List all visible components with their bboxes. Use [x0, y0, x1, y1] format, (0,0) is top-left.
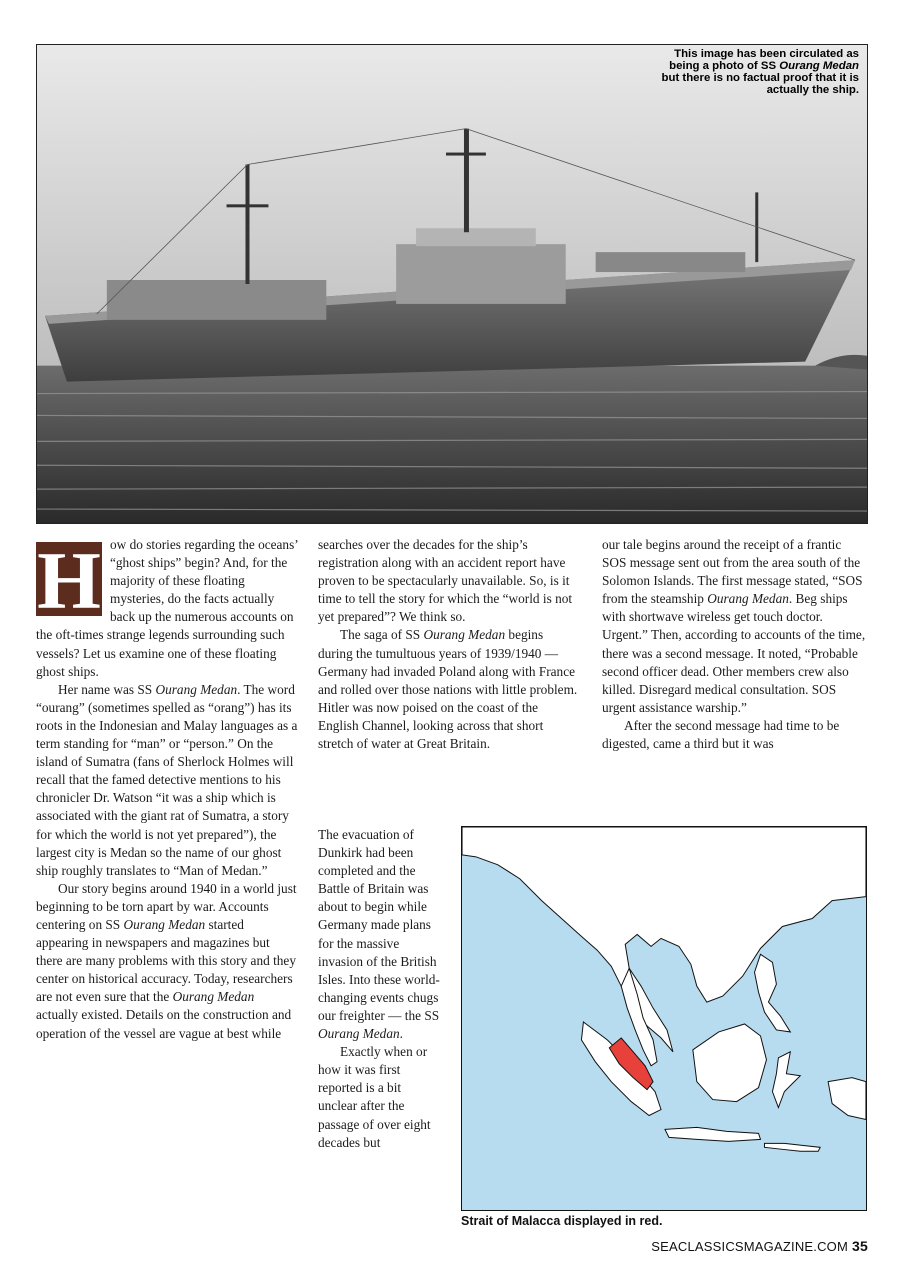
- paragraph: H ow do stories regarding the oceans’ “ghost ships” begin? And, for the majority of these floating mysteries, do the facts actually back up the numerous accounts on the oft-times strange legends surrounding such vessels? Let us examine one of these floating ghost ships.: [36, 535, 298, 679]
- paragraph: Exactly when or how it was first reported is a bit unclear after the passage of over eight decades but: [318, 1044, 431, 1150]
- paragraph: Our story begins around 1940 in a world just beginning to be torn apart by war. Accounts centering on SS Ourang Medan started appearing in newspapers and magazines but there are many problems with this story and they center on historical accuracy. Today, researchers are not even sure that the Ourang Medan actually existed. Details on the construction and operation of the vessel are vague at best while: [36, 880, 297, 1041]
- mainland-asia: [462, 827, 866, 1052]
- ship-illustration: [37, 45, 867, 523]
- map-caption: Strait of Malacca displayed in red.: [461, 1214, 663, 1228]
- lesser-sunda-islands: [764, 1143, 820, 1151]
- new-guinea: [828, 1078, 866, 1120]
- site-url: SEACLASSICSMAGAZINE.COM: [651, 1239, 849, 1254]
- philippines: [755, 954, 791, 1032]
- paragraph: After the second message had time to be digested, came a third but it was: [602, 717, 840, 752]
- article-column-2-narrow: [318, 826, 442, 1152]
- ship-photo: [36, 44, 868, 524]
- paragraph: searches over the decades for the ship’s registration along with an accident report have proven to be spectacularly unavailable. So, is it time to tell the story for which the “world is not yet prepared”? We think so.: [318, 537, 573, 625]
- ship-name: Ourang Medan: [779, 60, 859, 72]
- page-footer: [651, 1238, 868, 1254]
- article-column-1: [36, 536, 298, 1043]
- land-masses: [462, 827, 866, 1151]
- sulawesi: [772, 1052, 800, 1108]
- paragraph: our tale begins around the receipt of a frantic SOS message sent out from the area south of the Solomon Islands. The first message stated, “SOS from the steamship Ourang Medan. Beg ships with shortwave wireless get touch doctor. Urgent.” Then, according to accounts of the time, there was a second message. It noted, “Probable second officer dead. Other members crew also killed. Disregard medical consultation. SOS urgent assistance warship.”: [602, 537, 866, 715]
- article-column-2: [318, 536, 580, 753]
- paragraph: The evacuation of Dunkirk had been completed and the Battle of Britain was about to begin while Germany made plans for the massive invasion of the British Isles. Into these world-changing events chugs our freighter — the SS Ourang Medan.: [318, 827, 440, 1042]
- paragraph: Her name was SS Ourang Medan. The word “ourang” (sometimes spelled as “orang”) has its roots in the Indonesian and Malay languages as a term standing for “man” or “person.” On the island of Sumatra (fans of Sherlock Holmes will recall that the famed detective mentions to his chronicler Dr. Watson “it was a ship which is associated with the giant rat of Sumatra, a story for which the world is not yet prepared”), the largest city is Medan so the name of our ghost ship roughly translates to “Man of Medan.”: [36, 681, 298, 878]
- photo-caption: This image has been circulated as being a photo of SS Ourang Medan but there is no factual proof that it is actually the ship.: [661, 48, 859, 96]
- strait-of-malacca-map: [461, 826, 867, 1211]
- article-column-3: [602, 536, 868, 753]
- page-number: 35: [852, 1238, 868, 1254]
- java: [665, 1127, 761, 1141]
- paragraph: The saga of SS Ourang Medan begins during the tumultuous years of 1939/1940 — Germany had invaded Poland along with France and rolled over those nations with little problem. Hitler was now poised on the coast of the English Channel, looking across that short stretch of water at Great Britain.: [318, 627, 578, 752]
- borneo: [693, 1024, 767, 1102]
- drop-cap: H: [37, 535, 101, 626]
- southeast-asia-map: [462, 827, 866, 1210]
